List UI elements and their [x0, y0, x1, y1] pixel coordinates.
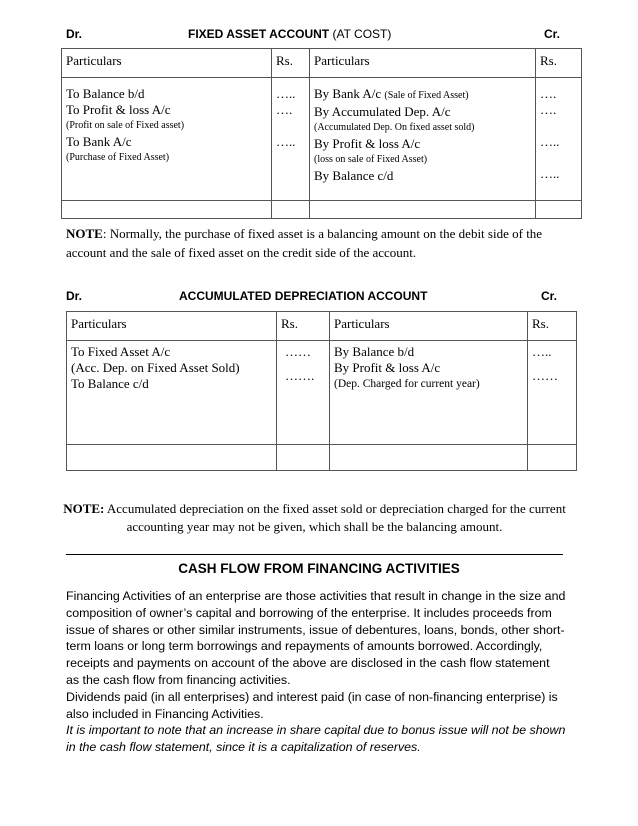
empty-cell [67, 445, 277, 471]
amount-value: ….. [540, 166, 560, 181]
amount-value [276, 118, 305, 134]
paragraph-bonus-issue [66, 722, 566, 756]
fixed-asset-cr-label: Cr. [544, 27, 561, 41]
note-label: NOTE [66, 226, 103, 241]
amount-value: …. [540, 102, 557, 117]
fixed-asset-debit-particulars [62, 78, 272, 201]
note-text: Accumulated depreciation on the fixed asset sold or depreciation charged for the current accounting year may not be given, which shall be the balancing amount. [104, 501, 566, 534]
list-item: (Profit on sale of Fixed asset) [66, 120, 185, 131]
list-item: To Balance b/d [66, 86, 145, 101]
empty-cell [310, 201, 536, 219]
fixed-asset-title-main: FIXED ASSET ACCOUNT [188, 27, 330, 41]
list-item: (Dep. Charged for current year) [334, 378, 480, 390]
col-particulars-credit: Particulars [310, 49, 536, 78]
credit-line-text: By Bank A/c [314, 86, 382, 101]
fixed-asset-debit-rs [272, 78, 310, 201]
table-header-row [62, 49, 582, 78]
amount-value: …… [285, 344, 311, 359]
col-rs-credit: Rs. [536, 49, 582, 78]
section-divider [66, 554, 563, 555]
empty-cell [330, 445, 528, 471]
acc-dep-dr-label: Dr. [66, 289, 83, 303]
credit-line-note: (Sale of Fixed Asset) [384, 90, 469, 101]
list-item: (Acc. Dep. on Fixed Asset Sold) [71, 360, 240, 375]
note-purchase-sale [66, 224, 566, 262]
list-item: By Balance b/d [334, 344, 415, 359]
amount-value [540, 118, 577, 134]
list-item: To Fixed Asset A/c [71, 344, 171, 359]
empty-cell [536, 201, 582, 219]
col-particulars-debit: Particulars [62, 49, 272, 78]
acc-dep-debit-particulars [67, 341, 277, 445]
amount-value: ….. [540, 134, 560, 149]
paragraph-dividends: Dividends paid (in all enterprises) and interest paid (in case of non-financing enterprise) is also included in Financing Activities. [66, 689, 558, 721]
empty-cell [62, 201, 272, 219]
col-rs-credit: Rs. [528, 312, 577, 341]
list-item: By Profit & loss A/c [334, 360, 441, 375]
table-total-row [67, 445, 577, 471]
acc-dep-cr-label: Cr. [541, 289, 558, 303]
fixed-asset-title [188, 27, 391, 41]
acc-dep-credit-particulars [330, 341, 528, 445]
table-row [62, 78, 582, 201]
list-item: By Accumulated Dep. A/c [314, 104, 451, 119]
acc-dep-debit-rs [277, 341, 330, 445]
acc-dep-credit-rs [528, 341, 577, 445]
col-particulars-debit: Particulars [67, 312, 277, 341]
amount-value [540, 150, 577, 166]
amount-value: ….. [276, 134, 296, 149]
list-item: (Accumulated Dep. On fixed asset sold) [314, 122, 475, 133]
fixed-asset-dr-label: Dr. [66, 27, 83, 41]
fixed-asset-credit-particulars [310, 78, 536, 201]
note-label: NOTE: [63, 501, 105, 516]
acc-dep-title: ACCUMULATED DEPRECIATION ACCOUNT [179, 289, 428, 303]
list-item: (loss on sale of Fixed Asset) [314, 154, 428, 165]
list-item: To Balance c/d [71, 376, 149, 391]
col-rs-debit: Rs. [272, 49, 310, 78]
amount-value: …. [276, 102, 293, 117]
list-item: (Purchase of Fixed Asset) [66, 152, 170, 163]
amount-value: ……. [285, 368, 315, 383]
acc-dep-table [66, 311, 577, 471]
note-text: : Normally, the purchase of fixed asset is a balancing amount on the debit side of the account and the sale of fixed asset on the credit side of the account. [66, 226, 543, 260]
table-total-row [62, 201, 582, 219]
list-item: By Balance c/d [314, 168, 394, 183]
empty-cell [528, 445, 577, 471]
fixed-asset-credit-rs [536, 78, 582, 201]
table-header-row [67, 312, 577, 341]
list-item: To Profit & loss A/c [66, 102, 171, 117]
col-rs-debit: Rs. [277, 312, 330, 341]
empty-cell [272, 201, 310, 219]
table-row [67, 341, 577, 445]
financing-activities-text [66, 588, 566, 756]
section-title: CASH FLOW FROM FINANCING ACTIVITIES [178, 561, 460, 576]
amount-value: …… [532, 368, 558, 383]
fixed-asset-table [61, 48, 582, 219]
list-item: By Profit & loss A/c [314, 136, 421, 151]
italic-note: It is important to note that an increase in share capital due to bonus issue will not be shown in the cash flow statement, since it is a capitalization of reserves. [66, 723, 566, 755]
note-accumulated-depreciation [62, 500, 567, 536]
list-item: To Bank A/c [66, 134, 132, 149]
col-particulars-credit: Particulars [330, 312, 528, 341]
paragraph-definition: Financing Activities of an enterprise are those activities that result in change in the size and composition of owner’s capital and borrowing of the enterprise. It includes proceeds from issue of shares or other similar instruments, issue of debentures, loans, bonds, other short-term loans or long term borrowings and repayments of amounts borrowed. Accordingly, receipts and payments on account of the above are disclosed in the cash flow statement as the cash flow from financing activities. [66, 589, 566, 687]
amount-value: …. [540, 86, 557, 101]
amount-value: ….. [532, 344, 552, 359]
amount-value: ….. [276, 86, 296, 101]
list-item [314, 86, 531, 104]
empty-cell [277, 445, 330, 471]
fixed-asset-title-sub: (AT COST) [332, 27, 392, 41]
